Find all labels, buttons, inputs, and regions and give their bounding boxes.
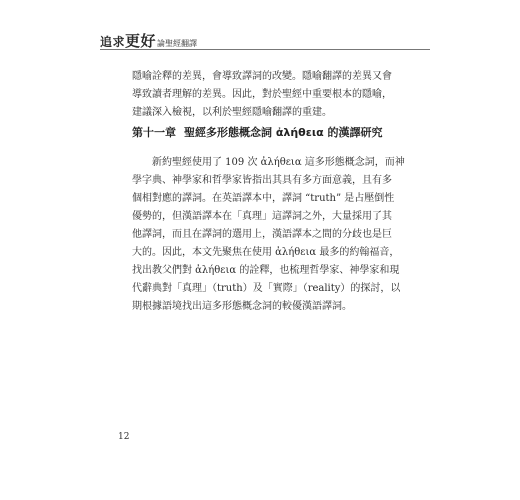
- paragraph-line: 個相對應的譯詞。在英語譯本中，譯詞 “truth” 是占壓倒性: [132, 193, 395, 204]
- chapter-paragraph: [132, 154, 405, 316]
- paragraph-line: 期根據語境找出這多形態概念詞的較優漢語譯詞。: [132, 301, 352, 312]
- book-title-part2: 更好: [125, 32, 157, 50]
- intro-line: 導致讀者理解的差異。因此，對於聖經中重要根本的隱喻，: [132, 89, 392, 100]
- running-header: [100, 30, 197, 51]
- intro-paragraph: [132, 68, 400, 122]
- paragraph-line: 學字典、神學家和哲學家皆指出其具有多方面意義，且有多: [132, 175, 392, 186]
- book-title-part1: 追求: [100, 35, 126, 49]
- paragraph-line: 優勢的，但漢語譯本在「真理」這譯詞之外，大量採用了其: [132, 211, 392, 222]
- paragraph-line: 代辭典對「真理」（truth）及「實際」（reality）的探討，以: [132, 283, 401, 294]
- paragraph-line: 大的。因此，本文先聚焦在使用 ἀλήθεια 最多的約翰福音，: [132, 247, 400, 258]
- paragraph-line: 他譯詞，而且在譯詞的選用上，漢語譯本之間的分歧也是巨: [132, 229, 392, 240]
- paragraph-line: 找出教父們對 ἀλήθεια 的詮釋，也梳理哲學家、神學家和現: [132, 265, 400, 276]
- chapter-heading: [132, 124, 432, 140]
- page-number: 12: [118, 432, 130, 442]
- intro-line: 建議深入檢視，以利於聖經隱喻翻譯的重建。: [132, 107, 332, 118]
- intro-line: 隱喻詮釋的差異，會導致譯詞的改變。隱喻翻譯的差異又會: [132, 71, 392, 82]
- paragraph-line: 新約聖經使用了 109 次 ἀλήθεια 這多形態概念詞，而神: [152, 157, 405, 168]
- chapter-number: 第十一章: [132, 126, 176, 139]
- chapter-title: 聖經多形態概念詞 ἀλήθεια 的漢譯研究: [184, 126, 383, 139]
- book-subtitle: 論聖經翻譯: [157, 39, 198, 48]
- header-divider: [100, 49, 430, 50]
